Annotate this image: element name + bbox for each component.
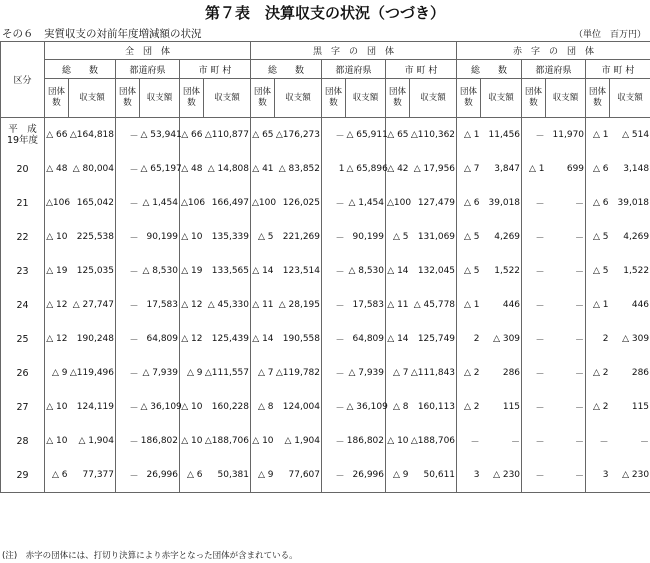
header-amount: 収支額 <box>610 79 650 118</box>
header-amount: 収支額 <box>346 79 386 118</box>
table-row <box>1 458 650 493</box>
header-count: 団体数 <box>586 79 610 118</box>
cell-count: － <box>116 152 140 186</box>
row-label: 28 <box>1 424 45 458</box>
cell-amount: △ 27,747 <box>69 288 116 322</box>
cell-count: △ 48 <box>180 152 204 186</box>
cell-count: △ 2 <box>457 390 481 424</box>
cell-count: △ 6 <box>586 152 610 186</box>
table-row <box>1 220 650 254</box>
cell-count: △ 10 <box>45 390 69 424</box>
cell-amount: 126,025 <box>275 186 322 220</box>
table-row <box>1 152 650 186</box>
cell-count: △ 14 <box>251 322 275 356</box>
cell-count: － <box>322 356 346 390</box>
cell-amount: △ 80,004 <box>69 152 116 186</box>
cell-amount: 125,439 <box>204 322 251 356</box>
cell-amount: 446 <box>610 288 650 322</box>
cell-count: △ 2 <box>586 390 610 424</box>
cell-amount: 26,996 <box>140 458 180 493</box>
cell-amount: △ 36,109 <box>140 390 180 424</box>
cell-count: △ 65 <box>386 118 410 153</box>
cell-count: △ 5 <box>586 254 610 288</box>
cell-count: △ 10 <box>386 424 410 458</box>
cell-count: － <box>116 390 140 424</box>
cell-count: △ 12 <box>180 322 204 356</box>
cell-amount: 11,456 <box>481 118 522 153</box>
cell-count: △ 8 <box>251 390 275 424</box>
cell-count: － <box>116 458 140 493</box>
cell-amount: △ 65,896 <box>346 152 386 186</box>
header-amount: 収支額 <box>69 79 116 118</box>
cell-count: △106 <box>45 186 69 220</box>
cell-amount: 17,583 <box>140 288 180 322</box>
cell-count: △ 6 <box>180 458 204 493</box>
cell-amount: 115 <box>610 390 650 424</box>
cell-count: △ 9 <box>180 356 204 390</box>
cell-count: － <box>522 254 546 288</box>
cell-amount: 160,113 <box>410 390 457 424</box>
cell-count: － <box>116 220 140 254</box>
header-count: 団体数 <box>522 79 546 118</box>
cell-count: △ 10 <box>251 424 275 458</box>
header-count: 団体数 <box>116 79 140 118</box>
unit-label: （単位 百万円） <box>573 30 646 40</box>
header-subgroup: 総 数 <box>251 60 322 79</box>
cell-count: △ 11 <box>251 288 275 322</box>
row-label: 21 <box>1 186 45 220</box>
header-subgroup: 都道府県 <box>116 60 180 79</box>
cell-amount: △111,557 <box>204 356 251 390</box>
cell-count: △ 10 <box>45 424 69 458</box>
header-subgroup: 市 町 村 <box>180 60 251 79</box>
cell-count: － <box>116 288 140 322</box>
header-amount: 収支額 <box>204 79 251 118</box>
table-row <box>1 288 650 322</box>
cell-count: 2 <box>457 322 481 356</box>
cell-amount: △ 7,939 <box>140 356 180 390</box>
cell-count: △100 <box>251 186 275 220</box>
row-label: 22 <box>1 220 45 254</box>
cell-amount: 50,381 <box>204 458 251 493</box>
cell-count: △ 10 <box>45 220 69 254</box>
cell-amount: 11,970 <box>546 118 586 153</box>
cell-amount: △ 53,941 <box>140 118 180 153</box>
header-amount: 収支額 <box>546 79 586 118</box>
cell-count: － <box>116 322 140 356</box>
header-amount: 収支額 <box>410 79 457 118</box>
cell-amount: △ 230 <box>610 458 650 493</box>
header-subgroup: 総 数 <box>45 60 116 79</box>
cell-count: － <box>322 424 346 458</box>
cell-count: △ 6 <box>457 186 481 220</box>
header-amount: 収支額 <box>140 79 180 118</box>
table-row <box>1 322 650 356</box>
cell-count: △ 7 <box>457 152 481 186</box>
cell-count: △ 9 <box>386 458 410 493</box>
subgroup-header-row <box>1 60 650 79</box>
cell-count: － <box>116 186 140 220</box>
cell-count: － <box>322 390 346 424</box>
cell-count: △ 10 <box>180 390 204 424</box>
cell-amount: △ 65,911 <box>346 118 386 153</box>
cell-amount: 1,522 <box>481 254 522 288</box>
cell-count: △ 66 <box>45 118 69 153</box>
cell-amount: 286 <box>610 356 650 390</box>
cell-amount: 127,479 <box>410 186 457 220</box>
cell-amount: 3,847 <box>481 152 522 186</box>
cell-count: △ 7 <box>386 356 410 390</box>
cell-amount: △ 45,778 <box>410 288 457 322</box>
header-group-all: 全 団 体 <box>45 42 251 60</box>
cell-amount: 190,558 <box>275 322 322 356</box>
cell-amount: 699 <box>546 152 586 186</box>
cell-count: － <box>457 424 481 458</box>
cell-amount: － <box>546 254 586 288</box>
cell-amount: △ 17,956 <box>410 152 457 186</box>
row-label: 29 <box>1 458 45 493</box>
cell-count: △ 1 <box>586 118 610 153</box>
cell-amount: 221,269 <box>275 220 322 254</box>
cell-count: － <box>522 186 546 220</box>
cell-count: △ 5 <box>457 254 481 288</box>
cell-count: △ 65 <box>251 118 275 153</box>
row-label: 27 <box>1 390 45 424</box>
row-label: 20 <box>1 152 45 186</box>
cell-amount: 125,749 <box>410 322 457 356</box>
table-row <box>1 356 650 390</box>
cell-amount: △188,706 <box>410 424 457 458</box>
cell-count: △ 14 <box>386 254 410 288</box>
cell-amount: △ 8,530 <box>140 254 180 288</box>
cell-amount: 77,607 <box>275 458 322 493</box>
cell-amount: 131,069 <box>410 220 457 254</box>
header-count: 団体数 <box>457 79 481 118</box>
cell-count: △ 19 <box>45 254 69 288</box>
header-subgroup: 都道府県 <box>522 60 586 79</box>
cell-count: △ 1 <box>457 118 481 153</box>
cell-count: △ 5 <box>457 220 481 254</box>
header-count: 団体数 <box>386 79 410 118</box>
header-subgroup: 市 町 村 <box>386 60 457 79</box>
cell-count: － <box>522 390 546 424</box>
leaf-header-row <box>1 79 650 118</box>
cell-amount: － <box>546 220 586 254</box>
cell-amount: 4,269 <box>481 220 522 254</box>
cell-count: － <box>116 254 140 288</box>
cell-amount: 132,045 <box>410 254 457 288</box>
cell-amount: 166,497 <box>204 186 251 220</box>
cell-amount: 50,611 <box>410 458 457 493</box>
cell-count: － <box>322 254 346 288</box>
header-group-deficit: 赤 字 の 団 体 <box>457 42 650 60</box>
cell-amount: △ 1,454 <box>346 186 386 220</box>
cell-amount: △110,877 <box>204 118 251 153</box>
cell-amount: △110,362 <box>410 118 457 153</box>
cell-amount: － <box>546 322 586 356</box>
cell-amount: △111,843 <box>410 356 457 390</box>
table-row <box>1 424 650 458</box>
header-subgroup: 総 数 <box>457 60 522 79</box>
cell-amount: 186,802 <box>346 424 386 458</box>
cell-count: △ 1 <box>522 152 546 186</box>
cell-count: △ 5 <box>386 220 410 254</box>
cell-count: － <box>322 186 346 220</box>
cell-count: － <box>322 322 346 356</box>
cell-amount: 90,199 <box>346 220 386 254</box>
cell-count: － <box>522 356 546 390</box>
cell-amount: － <box>546 390 586 424</box>
cell-amount: 90,199 <box>140 220 180 254</box>
cell-amount: 123,514 <box>275 254 322 288</box>
cell-count: 3 <box>457 458 481 493</box>
cell-amount: 165,042 <box>69 186 116 220</box>
cell-count: △ 6 <box>45 458 69 493</box>
cell-amount: 225,538 <box>69 220 116 254</box>
header-subgroup: 都道府県 <box>322 60 386 79</box>
cell-amount: 17,583 <box>346 288 386 322</box>
cell-amount: － <box>546 288 586 322</box>
cell-count: － <box>522 322 546 356</box>
cell-amount: － <box>546 458 586 493</box>
cell-amount: 190,248 <box>69 322 116 356</box>
cell-amount: － <box>481 424 522 458</box>
cell-amount: △ 36,109 <box>346 390 386 424</box>
cell-amount: － <box>546 186 586 220</box>
table-row <box>1 254 650 288</box>
cell-count: △ 41 <box>251 152 275 186</box>
cell-count: △100 <box>386 186 410 220</box>
cell-amount: △ 309 <box>610 322 650 356</box>
cell-amount: △119,782 <box>275 356 322 390</box>
cell-amount: 4,269 <box>610 220 650 254</box>
cell-count: △ 7 <box>251 356 275 390</box>
cell-amount: 3,148 <box>610 152 650 186</box>
cell-count: △ 2 <box>457 356 481 390</box>
row-label: 24 <box>1 288 45 322</box>
cell-count: △ 6 <box>586 186 610 220</box>
cell-count: △ 1 <box>457 288 481 322</box>
row-label: 26 <box>1 356 45 390</box>
table-body <box>1 118 650 493</box>
cell-amount: 286 <box>481 356 522 390</box>
settlement-balance-table <box>0 41 650 493</box>
cell-count: △ 5 <box>586 220 610 254</box>
cell-count: △ 14 <box>251 254 275 288</box>
header-amount: 収支額 <box>481 79 522 118</box>
header-count: 団体数 <box>180 79 204 118</box>
cell-count: △ 9 <box>45 356 69 390</box>
cell-count: － <box>522 458 546 493</box>
cell-count: － <box>116 356 140 390</box>
row-label: 25 <box>1 322 45 356</box>
cell-count: △106 <box>180 186 204 220</box>
cell-count: 3 <box>586 458 610 493</box>
cell-amount: － <box>546 356 586 390</box>
row-label: 23 <box>1 254 45 288</box>
cell-amount: △ 7,939 <box>346 356 386 390</box>
cell-count: 2 <box>586 322 610 356</box>
cell-amount: △ 309 <box>481 322 522 356</box>
cell-amount: 39,018 <box>481 186 522 220</box>
table-subtitle: その６ 実質収支の対前年度増減額の状況 <box>2 28 202 40</box>
cell-amount: 124,004 <box>275 390 322 424</box>
cell-amount: 186,802 <box>140 424 180 458</box>
cell-amount: △ 83,852 <box>275 152 322 186</box>
cell-count: － <box>522 424 546 458</box>
cell-amount: 160,228 <box>204 390 251 424</box>
cell-count: － <box>322 288 346 322</box>
table-row <box>1 390 650 424</box>
cell-amount: 124,119 <box>69 390 116 424</box>
cell-count: △ 1 <box>586 288 610 322</box>
cell-count: △ 12 <box>45 322 69 356</box>
cell-amount: △119,496 <box>69 356 116 390</box>
cell-count: － <box>322 118 346 153</box>
cell-amount: △176,273 <box>275 118 322 153</box>
header-group-surplus: 黒 字 の 団 体 <box>251 42 457 60</box>
cell-count: － <box>322 220 346 254</box>
cell-amount: － <box>546 424 586 458</box>
cell-count: △ 12 <box>180 288 204 322</box>
cell-amount: △ 1,454 <box>140 186 180 220</box>
cell-amount: 26,996 <box>346 458 386 493</box>
cell-count: △ 48 <box>45 152 69 186</box>
cell-count: △ 11 <box>386 288 410 322</box>
cell-amount: △164,818 <box>69 118 116 153</box>
header-count: 団体数 <box>251 79 275 118</box>
cell-count: － <box>522 288 546 322</box>
cell-amount: 77,377 <box>69 458 116 493</box>
cell-count: 1 <box>322 152 346 186</box>
header-amount: 収支額 <box>275 79 322 118</box>
cell-count: － <box>116 118 140 153</box>
cell-count: △ 66 <box>180 118 204 153</box>
cell-amount: △ 65,197 <box>140 152 180 186</box>
cell-amount: △ 28,195 <box>275 288 322 322</box>
row-label: 平 成 19年度 <box>1 118 45 153</box>
cell-count: － <box>522 220 546 254</box>
header-count: 団体数 <box>322 79 346 118</box>
cell-amount: 446 <box>481 288 522 322</box>
cell-amount: △ 45,330 <box>204 288 251 322</box>
cell-amount: △ 14,808 <box>204 152 251 186</box>
cell-amount: 39,018 <box>610 186 650 220</box>
cell-amount: 125,035 <box>69 254 116 288</box>
cell-amount: △ 514 <box>610 118 650 153</box>
table-row <box>1 186 650 220</box>
header-subgroup: 市 町 村 <box>586 60 650 79</box>
cell-count: △ 12 <box>45 288 69 322</box>
cell-amount: 135,339 <box>204 220 251 254</box>
cell-count: △ 9 <box>251 458 275 493</box>
header-kubun: 区分 <box>1 42 45 118</box>
cell-count: － <box>522 118 546 153</box>
cell-count: △ 8 <box>386 390 410 424</box>
header-count: 団体数 <box>45 79 69 118</box>
cell-count: △ 19 <box>180 254 204 288</box>
cell-count: △ 2 <box>586 356 610 390</box>
cell-count: △ 42 <box>386 152 410 186</box>
cell-amount: △ 1,904 <box>69 424 116 458</box>
cell-amount: △ 8,530 <box>346 254 386 288</box>
cell-count: － <box>586 424 610 458</box>
footnote: (注) 赤字の団体には、打切り決算により赤字となった団体が含まれている。 <box>2 551 298 561</box>
cell-amount: △188,706 <box>204 424 251 458</box>
cell-amount: 133,565 <box>204 254 251 288</box>
cell-count: － <box>116 424 140 458</box>
cell-count: △ 10 <box>180 220 204 254</box>
cell-count: － <box>322 458 346 493</box>
cell-amount: 115 <box>481 390 522 424</box>
table-row <box>1 118 650 153</box>
cell-amount: 64,809 <box>140 322 180 356</box>
page-title: 第７表 決算収支の状況（つづき） <box>204 4 445 22</box>
cell-amount: － <box>610 424 650 458</box>
cell-count: △ 10 <box>180 424 204 458</box>
cell-amount: 1,522 <box>610 254 650 288</box>
cell-amount: △ 230 <box>481 458 522 493</box>
cell-count: △ 5 <box>251 220 275 254</box>
cell-amount: △ 1,904 <box>275 424 322 458</box>
cell-count: △ 14 <box>386 322 410 356</box>
cell-amount: 64,809 <box>346 322 386 356</box>
